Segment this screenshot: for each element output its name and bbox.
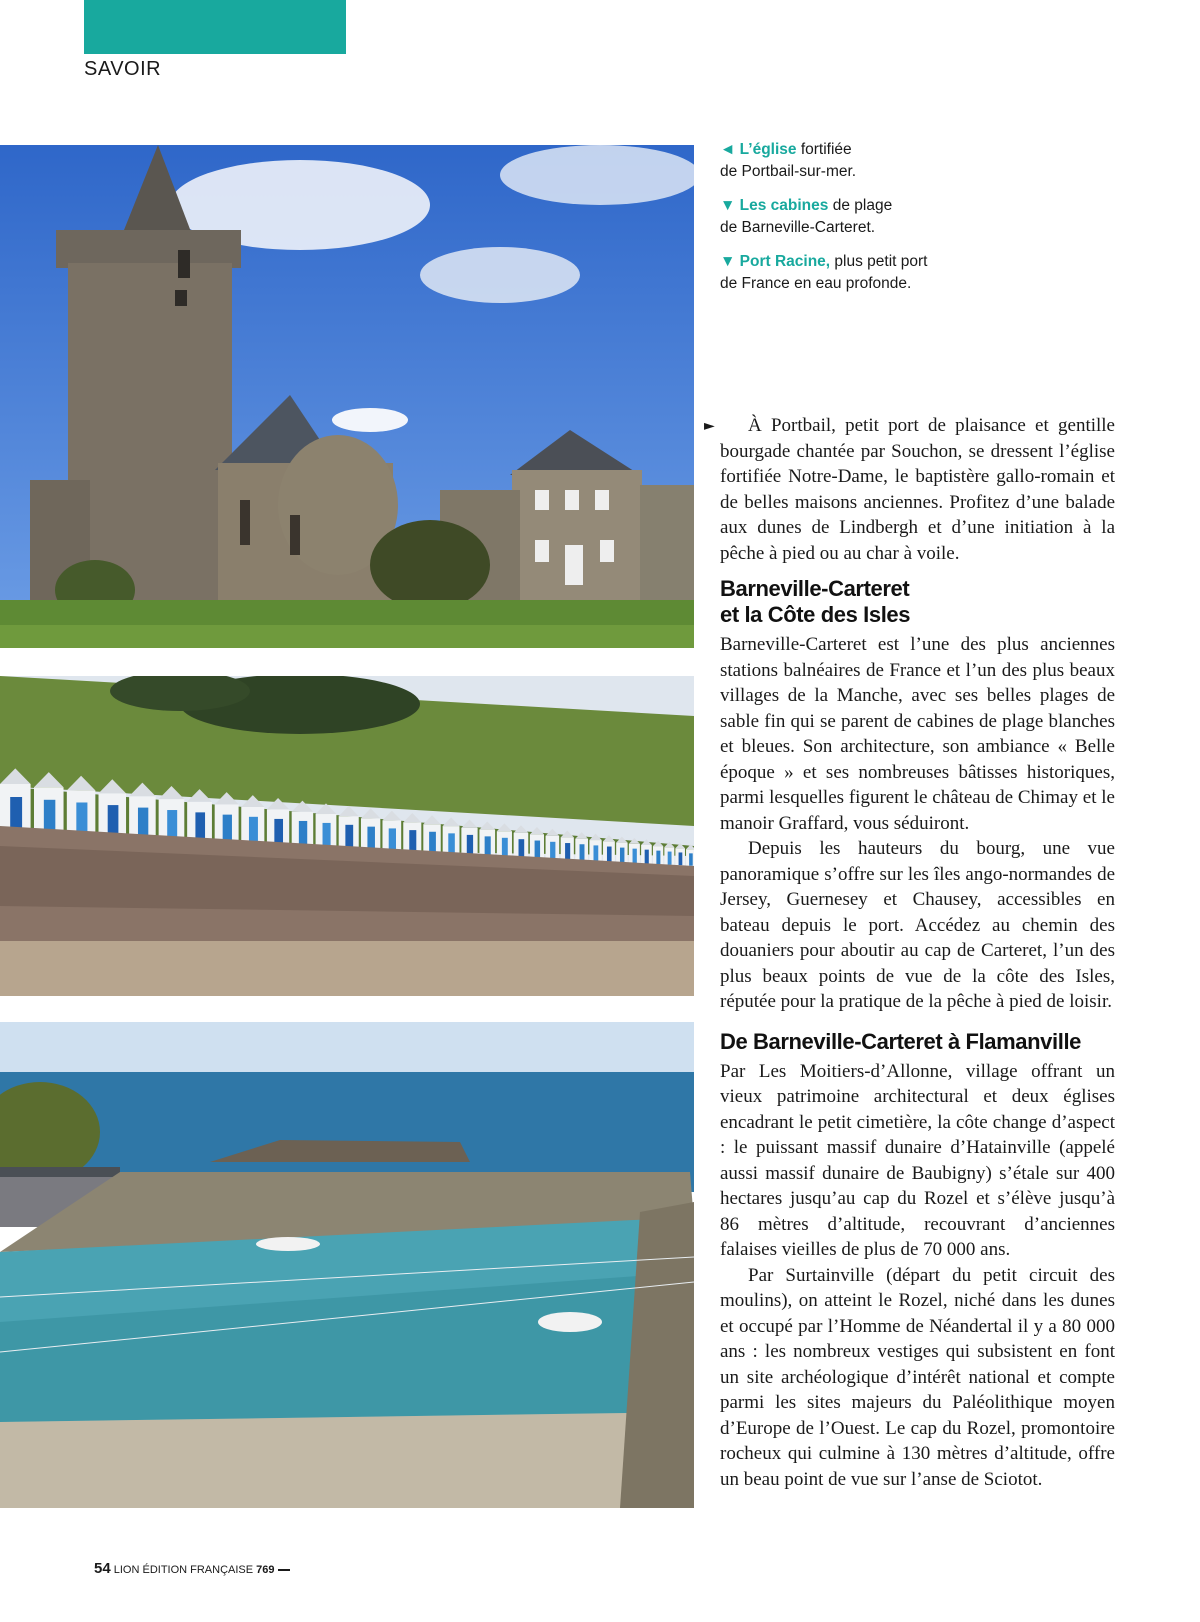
caption-text: de Portbail-sur-mer. [720,163,857,180]
caption-port [720,251,1020,295]
heading-flamanville: De Barneville-Carteret à Flamanville [720,1028,1081,1054]
page-footer [94,1560,290,1577]
caption-text: de plage [828,197,893,214]
caption-cabins [720,195,1020,239]
heading-line: Barneville-Carteret [720,576,910,601]
caption-arrow-left-icon: ◄ [720,141,736,158]
lead-arrow-icon: ► [704,418,715,434]
caption-lead: L’église [739,141,797,158]
caption-arrow-down-icon: ▼ [720,253,736,270]
caption-text: de Barneville-Carteret. [720,219,876,236]
issue-number: 769 [256,1564,275,1576]
port-racine-photo [0,1022,694,1508]
paragraph: Depuis les hauteurs du bourg, une vue panoramique s’offre sur les îles ango-normandes de Jersey, Guernesey et Chausey, accessibles en bateau depuis le port. Accédez au chemin des douaniers pour aboutir au cap de Carteret, l’un des plus beaux points de vue de la côte des Isles, réputée pour la pratique de la pêche à pied de loisir. [720,838,1115,1012]
page-number: 54 [94,1560,111,1577]
caption-text: fortifiée [796,141,852,158]
publication-name: LION ÉDITION FRANÇAISE [113,1564,254,1576]
beach-cabins-photo [0,676,694,996]
photo-captions [720,139,1020,307]
paragraph: Barneville-Carteret est l’une des plus anciennes stations balnéaires de France et l’un des plus beaux villages de la Manche, avec ses belles plages de sable fin qui se parent de cabines de plage blanches et bleues. Son architecture, son ambiance « Belle époque » et ses nombreuses bâtisses historiques, parmi lesquelles figurent le château de Chimay et le manoir Graffard, vous séduiront. [720,634,1115,834]
footer-rule [278,1569,290,1571]
caption-text: plus petit port [830,253,928,270]
caption-lead: Les cabines [739,197,829,214]
heading-barneville-carteret [720,576,1115,628]
paragraph: Par Surtainville (départ du petit circuit des moulins), on atteint le Rozel, niché dans les dunes et occupé par l’Homme de Néandertal il y a 80 000 ans : les nombreux vestiges qui subsistent en font un site archéologique d’intérêt national et compte parmi les sites majeurs du Paléolithique moyen d’Europe de l’Ouest. Le cap du Rozel, promontoire rocheux qui culmine à 130 mètres d’altitude, offre un beau point de vue sur l’anse de Sciotot. [720,1264,1115,1490]
section-label: SAVOIR [84,58,162,80]
caption-arrow-down-icon: ▼ [720,197,736,214]
church-photo [0,145,694,648]
article-body [720,413,1115,1492]
intro-paragraph: À Portbail, petit port de plaisance et gentille bourgade chantée par Souchon, se dressent l’église fortifiée Notre-Dame, le baptistère gallo-romain et de belles maisons anciennes. Profitez d’une balade aux dunes de Lindbergh et d’une initiation à la pêche à pied ou au char à voile. [720,415,1115,564]
heading-line: et la Côte des Isles [720,602,911,627]
caption-text: de France en eau profonde. [720,275,912,292]
paragraph: Par Les Moitiers-d’Allonne, village offrant un vieux patrimoine architectural et deux églises encadrant le petit cimetière, la côte change d’aspect : le puissant massif dunaire d’Hatainville (appelé aussi massif dunaire de Baubigny) s’étale sur 400 hectares jusqu’au cap du Rozel et s’élève jusqu’à 86 mètres d’altitude, recouvrant d’anciennes falaises vieilles de plus de 70 000 ans. [720,1060,1115,1260]
caption-lead: Port Racine, [739,253,831,270]
caption-church [720,139,1020,183]
section-color-band [84,0,346,54]
